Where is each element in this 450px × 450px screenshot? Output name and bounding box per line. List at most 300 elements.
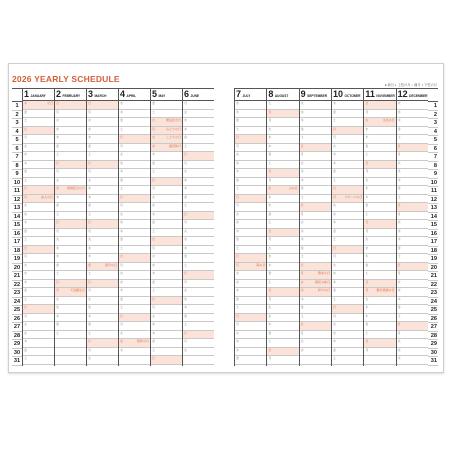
day-cell[interactable] <box>151 322 182 331</box>
day-cell[interactable] <box>364 144 395 153</box>
day-cell[interactable] <box>332 246 363 255</box>
day-cell[interactable] <box>332 348 363 357</box>
day-cell[interactable] <box>332 237 363 246</box>
day-cell[interactable] <box>87 305 118 314</box>
day-cell[interactable] <box>332 305 363 314</box>
day-cell[interactable] <box>151 288 182 297</box>
day-cell[interactable] <box>397 127 428 136</box>
day-cell[interactable] <box>119 356 150 365</box>
day-cell[interactable] <box>332 280 363 289</box>
day-cell[interactable] <box>267 254 298 263</box>
day-cell[interactable] <box>87 212 118 221</box>
day-cell[interactable] <box>267 135 298 144</box>
day-cell[interactable] <box>87 246 118 255</box>
day-cell[interactable] <box>55 348 86 357</box>
day-cell[interactable] <box>332 186 363 195</box>
day-cell[interactable] <box>55 288 86 297</box>
day-cell[interactable] <box>300 297 331 306</box>
day-cell[interactable] <box>397 203 428 212</box>
day-cell[interactable] <box>397 118 428 127</box>
day-cell[interactable] <box>332 220 363 229</box>
day-cell[interactable] <box>364 271 395 280</box>
day-cell[interactable] <box>183 220 214 229</box>
day-cell[interactable] <box>183 305 214 314</box>
day-cell[interactable] <box>332 195 363 204</box>
day-cell[interactable] <box>364 178 395 187</box>
day-cell[interactable] <box>397 144 428 153</box>
day-cell[interactable] <box>267 178 298 187</box>
day-cell[interactable] <box>235 135 266 144</box>
day-cell[interactable] <box>332 169 363 178</box>
day-cell[interactable] <box>87 237 118 246</box>
day-cell[interactable] <box>151 297 182 306</box>
day-cell[interactable] <box>183 178 214 187</box>
day-cell[interactable] <box>267 288 298 297</box>
day-cell[interactable] <box>183 348 214 357</box>
day-cell[interactable] <box>183 288 214 297</box>
day-cell[interactable] <box>364 169 395 178</box>
day-cell[interactable] <box>183 246 214 255</box>
day-cell[interactable] <box>87 101 118 110</box>
day-cell[interactable] <box>119 127 150 136</box>
day-cell[interactable] <box>151 331 182 340</box>
day-cell[interactable] <box>55 237 86 246</box>
day-cell[interactable] <box>119 178 150 187</box>
day-cell[interactable] <box>87 254 118 263</box>
day-cell[interactable] <box>300 237 331 246</box>
day-cell[interactable] <box>267 152 298 161</box>
day-cell[interactable] <box>55 271 86 280</box>
day-cell[interactable] <box>55 220 86 229</box>
day-cell[interactable] <box>300 254 331 263</box>
day-cell[interactable] <box>332 212 363 221</box>
day-cell[interactable] <box>267 212 298 221</box>
day-cell[interactable] <box>332 203 363 212</box>
day-cell[interactable] <box>300 203 331 212</box>
day-cell[interactable] <box>364 322 395 331</box>
day-cell[interactable] <box>151 212 182 221</box>
day-cell[interactable] <box>23 127 54 136</box>
day-cell[interactable] <box>397 314 428 323</box>
day-cell[interactable] <box>235 271 266 280</box>
day-cell[interactable] <box>87 339 118 348</box>
day-cell[interactable] <box>87 314 118 323</box>
day-cell[interactable] <box>364 297 395 306</box>
day-cell[interactable] <box>87 271 118 280</box>
day-cell[interactable] <box>151 203 182 212</box>
day-cell[interactable] <box>397 271 428 280</box>
day-cell[interactable] <box>235 348 266 357</box>
day-cell[interactable] <box>364 186 395 195</box>
day-cell[interactable] <box>267 297 298 306</box>
day-cell[interactable] <box>119 161 150 170</box>
day-cell[interactable] <box>364 212 395 221</box>
day-cell[interactable] <box>235 152 266 161</box>
day-cell[interactable] <box>364 254 395 263</box>
day-cell[interactable] <box>364 348 395 357</box>
day-cell[interactable] <box>151 178 182 187</box>
day-cell[interactable] <box>119 118 150 127</box>
day-cell[interactable] <box>267 263 298 272</box>
day-cell[interactable] <box>397 110 428 119</box>
day-cell[interactable] <box>300 305 331 314</box>
day-cell[interactable] <box>151 110 182 119</box>
day-cell[interactable] <box>332 178 363 187</box>
day-cell[interactable] <box>364 203 395 212</box>
day-cell[interactable] <box>332 288 363 297</box>
day-cell[interactable] <box>151 339 182 348</box>
day-cell[interactable] <box>235 127 266 136</box>
day-cell[interactable] <box>300 127 331 136</box>
day-cell[interactable] <box>55 305 86 314</box>
day-cell[interactable] <box>151 348 182 357</box>
day-cell[interactable] <box>397 152 428 161</box>
day-cell[interactable] <box>235 246 266 255</box>
day-cell[interactable] <box>23 339 54 348</box>
day-cell[interactable] <box>397 288 428 297</box>
day-cell[interactable] <box>300 135 331 144</box>
day-cell[interactable] <box>300 212 331 221</box>
day-cell[interactable] <box>87 331 118 340</box>
day-cell[interactable] <box>55 169 86 178</box>
day-cell[interactable] <box>267 305 298 314</box>
day-cell[interactable] <box>23 161 54 170</box>
day-cell[interactable] <box>364 246 395 255</box>
day-cell[interactable] <box>235 161 266 170</box>
day-cell[interactable] <box>183 135 214 144</box>
day-cell[interactable] <box>235 169 266 178</box>
day-cell[interactable] <box>87 178 118 187</box>
day-cell[interactable] <box>397 246 428 255</box>
day-cell[interactable] <box>55 322 86 331</box>
day-cell[interactable] <box>332 161 363 170</box>
day-cell[interactable] <box>87 229 118 238</box>
day-cell[interactable] <box>151 271 182 280</box>
day-cell[interactable] <box>151 186 182 195</box>
day-cell[interactable] <box>235 305 266 314</box>
day-cell[interactable] <box>332 297 363 306</box>
day-cell[interactable] <box>87 195 118 204</box>
day-cell[interactable] <box>397 331 428 340</box>
day-cell[interactable] <box>235 178 266 187</box>
day-cell[interactable] <box>87 356 118 365</box>
day-cell[interactable] <box>332 152 363 161</box>
day-cell[interactable] <box>55 186 86 195</box>
day-cell[interactable] <box>183 110 214 119</box>
day-cell[interactable] <box>23 135 54 144</box>
day-cell[interactable] <box>183 280 214 289</box>
day-cell[interactable] <box>151 254 182 263</box>
day-cell[interactable] <box>364 314 395 323</box>
day-cell[interactable] <box>235 297 266 306</box>
day-cell[interactable] <box>151 356 182 365</box>
day-cell[interactable] <box>23 237 54 246</box>
day-cell[interactable] <box>55 331 86 340</box>
day-cell[interactable] <box>300 152 331 161</box>
day-cell[interactable] <box>151 229 182 238</box>
day-cell[interactable] <box>397 212 428 221</box>
day-cell[interactable] <box>397 305 428 314</box>
day-cell[interactable] <box>267 271 298 280</box>
day-cell[interactable] <box>151 135 182 144</box>
day-cell[interactable] <box>151 152 182 161</box>
day-cell[interactable] <box>397 356 428 365</box>
day-cell[interactable] <box>267 237 298 246</box>
day-cell[interactable] <box>300 195 331 204</box>
day-cell[interactable] <box>87 322 118 331</box>
day-cell[interactable] <box>267 280 298 289</box>
day-cell[interactable] <box>183 212 214 221</box>
day-cell[interactable] <box>300 263 331 272</box>
day-cell[interactable] <box>87 186 118 195</box>
day-cell[interactable] <box>23 220 54 229</box>
day-cell[interactable] <box>397 237 428 246</box>
day-cell[interactable] <box>23 246 54 255</box>
day-cell[interactable] <box>397 186 428 195</box>
day-cell[interactable] <box>151 144 182 153</box>
day-cell[interactable] <box>235 186 266 195</box>
day-cell[interactable] <box>151 169 182 178</box>
day-cell[interactable] <box>183 322 214 331</box>
day-cell[interactable] <box>332 314 363 323</box>
day-cell[interactable] <box>119 212 150 221</box>
day-cell[interactable] <box>397 297 428 306</box>
day-cell[interactable] <box>332 110 363 119</box>
day-cell[interactable] <box>23 356 54 365</box>
day-cell[interactable] <box>23 322 54 331</box>
day-cell[interactable] <box>23 118 54 127</box>
day-cell[interactable] <box>87 118 118 127</box>
day-cell[interactable] <box>364 118 395 127</box>
day-cell[interactable] <box>300 144 331 153</box>
day-cell[interactable] <box>183 356 214 365</box>
day-cell[interactable] <box>300 229 331 238</box>
day-cell[interactable] <box>23 101 54 110</box>
day-cell[interactable] <box>151 246 182 255</box>
day-cell[interactable] <box>397 101 428 110</box>
day-cell[interactable] <box>183 144 214 153</box>
day-cell[interactable] <box>87 348 118 357</box>
day-cell[interactable] <box>300 314 331 323</box>
day-cell[interactable] <box>267 220 298 229</box>
day-cell[interactable] <box>364 339 395 348</box>
day-cell[interactable] <box>332 101 363 110</box>
day-cell[interactable] <box>183 127 214 136</box>
day-cell[interactable] <box>55 356 86 365</box>
day-cell[interactable] <box>23 305 54 314</box>
day-cell[interactable] <box>397 169 428 178</box>
day-cell[interactable] <box>87 263 118 272</box>
day-cell[interactable] <box>364 331 395 340</box>
day-cell[interactable] <box>300 280 331 289</box>
day-cell[interactable] <box>332 127 363 136</box>
day-cell[interactable] <box>183 271 214 280</box>
day-cell[interactable] <box>300 118 331 127</box>
day-cell[interactable] <box>23 254 54 263</box>
day-cell[interactable] <box>55 254 86 263</box>
day-cell[interactable] <box>183 254 214 263</box>
day-cell[interactable] <box>364 135 395 144</box>
day-cell[interactable] <box>55 246 86 255</box>
day-cell[interactable] <box>364 288 395 297</box>
day-cell[interactable] <box>87 297 118 306</box>
day-cell[interactable] <box>55 127 86 136</box>
day-cell[interactable] <box>235 229 266 238</box>
day-cell[interactable] <box>300 348 331 357</box>
day-cell[interactable] <box>119 203 150 212</box>
day-cell[interactable] <box>235 263 266 272</box>
day-cell[interactable] <box>183 331 214 340</box>
day-cell[interactable] <box>55 203 86 212</box>
day-cell[interactable] <box>55 263 86 272</box>
day-cell[interactable] <box>119 348 150 357</box>
day-cell[interactable] <box>332 263 363 272</box>
day-cell[interactable] <box>300 339 331 348</box>
day-cell[interactable] <box>119 305 150 314</box>
day-cell[interactable] <box>267 195 298 204</box>
day-cell[interactable] <box>267 246 298 255</box>
day-cell[interactable] <box>364 152 395 161</box>
day-cell[interactable] <box>55 229 86 238</box>
day-cell[interactable] <box>87 161 118 170</box>
day-cell[interactable] <box>267 101 298 110</box>
day-cell[interactable] <box>300 271 331 280</box>
day-cell[interactable] <box>87 152 118 161</box>
day-cell[interactable] <box>364 220 395 229</box>
day-cell[interactable] <box>183 118 214 127</box>
day-cell[interactable] <box>235 203 266 212</box>
day-cell[interactable] <box>332 144 363 153</box>
day-cell[interactable] <box>235 356 266 365</box>
day-cell[interactable] <box>55 118 86 127</box>
day-cell[interactable] <box>183 297 214 306</box>
day-cell[interactable] <box>364 229 395 238</box>
day-cell[interactable] <box>23 203 54 212</box>
day-cell[interactable] <box>119 331 150 340</box>
day-cell[interactable] <box>23 331 54 340</box>
day-cell[interactable] <box>23 280 54 289</box>
day-cell[interactable] <box>183 161 214 170</box>
day-cell[interactable] <box>119 220 150 229</box>
day-cell[interactable] <box>151 237 182 246</box>
day-cell[interactable] <box>397 195 428 204</box>
day-cell[interactable] <box>151 101 182 110</box>
day-cell[interactable] <box>300 288 331 297</box>
day-cell[interactable] <box>397 348 428 357</box>
day-cell[interactable] <box>87 203 118 212</box>
day-cell[interactable] <box>55 178 86 187</box>
day-cell[interactable] <box>397 220 428 229</box>
day-cell[interactable] <box>119 169 150 178</box>
day-cell[interactable] <box>364 195 395 204</box>
day-cell[interactable] <box>235 195 266 204</box>
day-cell[interactable] <box>119 297 150 306</box>
day-cell[interactable] <box>23 263 54 272</box>
day-cell[interactable] <box>397 322 428 331</box>
day-cell[interactable] <box>397 254 428 263</box>
day-cell[interactable] <box>55 135 86 144</box>
day-cell[interactable] <box>23 110 54 119</box>
day-cell[interactable] <box>183 229 214 238</box>
day-cell[interactable] <box>87 127 118 136</box>
day-cell[interactable] <box>23 229 54 238</box>
day-cell[interactable] <box>55 212 86 221</box>
day-cell[interactable] <box>23 348 54 357</box>
day-cell[interactable] <box>364 161 395 170</box>
day-cell[interactable] <box>151 127 182 136</box>
day-cell[interactable] <box>397 161 428 170</box>
day-cell[interactable] <box>267 322 298 331</box>
day-cell[interactable] <box>332 322 363 331</box>
day-cell[interactable] <box>267 348 298 357</box>
day-cell[interactable] <box>119 144 150 153</box>
day-cell[interactable] <box>183 339 214 348</box>
day-cell[interactable] <box>397 339 428 348</box>
day-cell[interactable] <box>151 195 182 204</box>
day-cell[interactable] <box>235 118 266 127</box>
day-cell[interactable] <box>183 169 214 178</box>
day-cell[interactable] <box>235 101 266 110</box>
day-cell[interactable] <box>55 144 86 153</box>
day-cell[interactable] <box>151 118 182 127</box>
day-cell[interactable] <box>332 356 363 365</box>
day-cell[interactable] <box>183 152 214 161</box>
day-cell[interactable] <box>151 314 182 323</box>
day-cell[interactable] <box>235 220 266 229</box>
day-cell[interactable] <box>55 297 86 306</box>
day-cell[interactable] <box>183 195 214 204</box>
day-cell[interactable] <box>119 195 150 204</box>
day-cell[interactable] <box>183 101 214 110</box>
day-cell[interactable] <box>119 314 150 323</box>
day-cell[interactable] <box>364 305 395 314</box>
day-cell[interactable] <box>23 314 54 323</box>
day-cell[interactable] <box>183 237 214 246</box>
day-cell[interactable] <box>119 152 150 161</box>
day-cell[interactable] <box>364 280 395 289</box>
day-cell[interactable] <box>87 220 118 229</box>
day-cell[interactable] <box>23 169 54 178</box>
day-cell[interactable] <box>87 135 118 144</box>
day-cell[interactable] <box>119 254 150 263</box>
day-cell[interactable] <box>151 220 182 229</box>
day-cell[interactable] <box>397 263 428 272</box>
day-cell[interactable] <box>267 186 298 195</box>
day-cell[interactable] <box>332 135 363 144</box>
day-cell[interactable] <box>267 203 298 212</box>
day-cell[interactable] <box>119 288 150 297</box>
day-cell[interactable] <box>267 314 298 323</box>
day-cell[interactable] <box>235 288 266 297</box>
day-cell[interactable] <box>183 263 214 272</box>
day-cell[interactable] <box>87 144 118 153</box>
day-cell[interactable] <box>119 280 150 289</box>
day-cell[interactable] <box>267 127 298 136</box>
day-cell[interactable] <box>23 271 54 280</box>
day-cell[interactable] <box>364 356 395 365</box>
day-cell[interactable] <box>119 135 150 144</box>
day-cell[interactable] <box>267 161 298 170</box>
day-cell[interactable] <box>267 229 298 238</box>
day-cell[interactable] <box>151 305 182 314</box>
day-cell[interactable] <box>397 135 428 144</box>
day-cell[interactable] <box>235 280 266 289</box>
day-cell[interactable] <box>119 101 150 110</box>
day-cell[interactable] <box>397 178 428 187</box>
day-cell[interactable] <box>364 127 395 136</box>
day-cell[interactable] <box>119 229 150 238</box>
day-cell[interactable] <box>151 280 182 289</box>
